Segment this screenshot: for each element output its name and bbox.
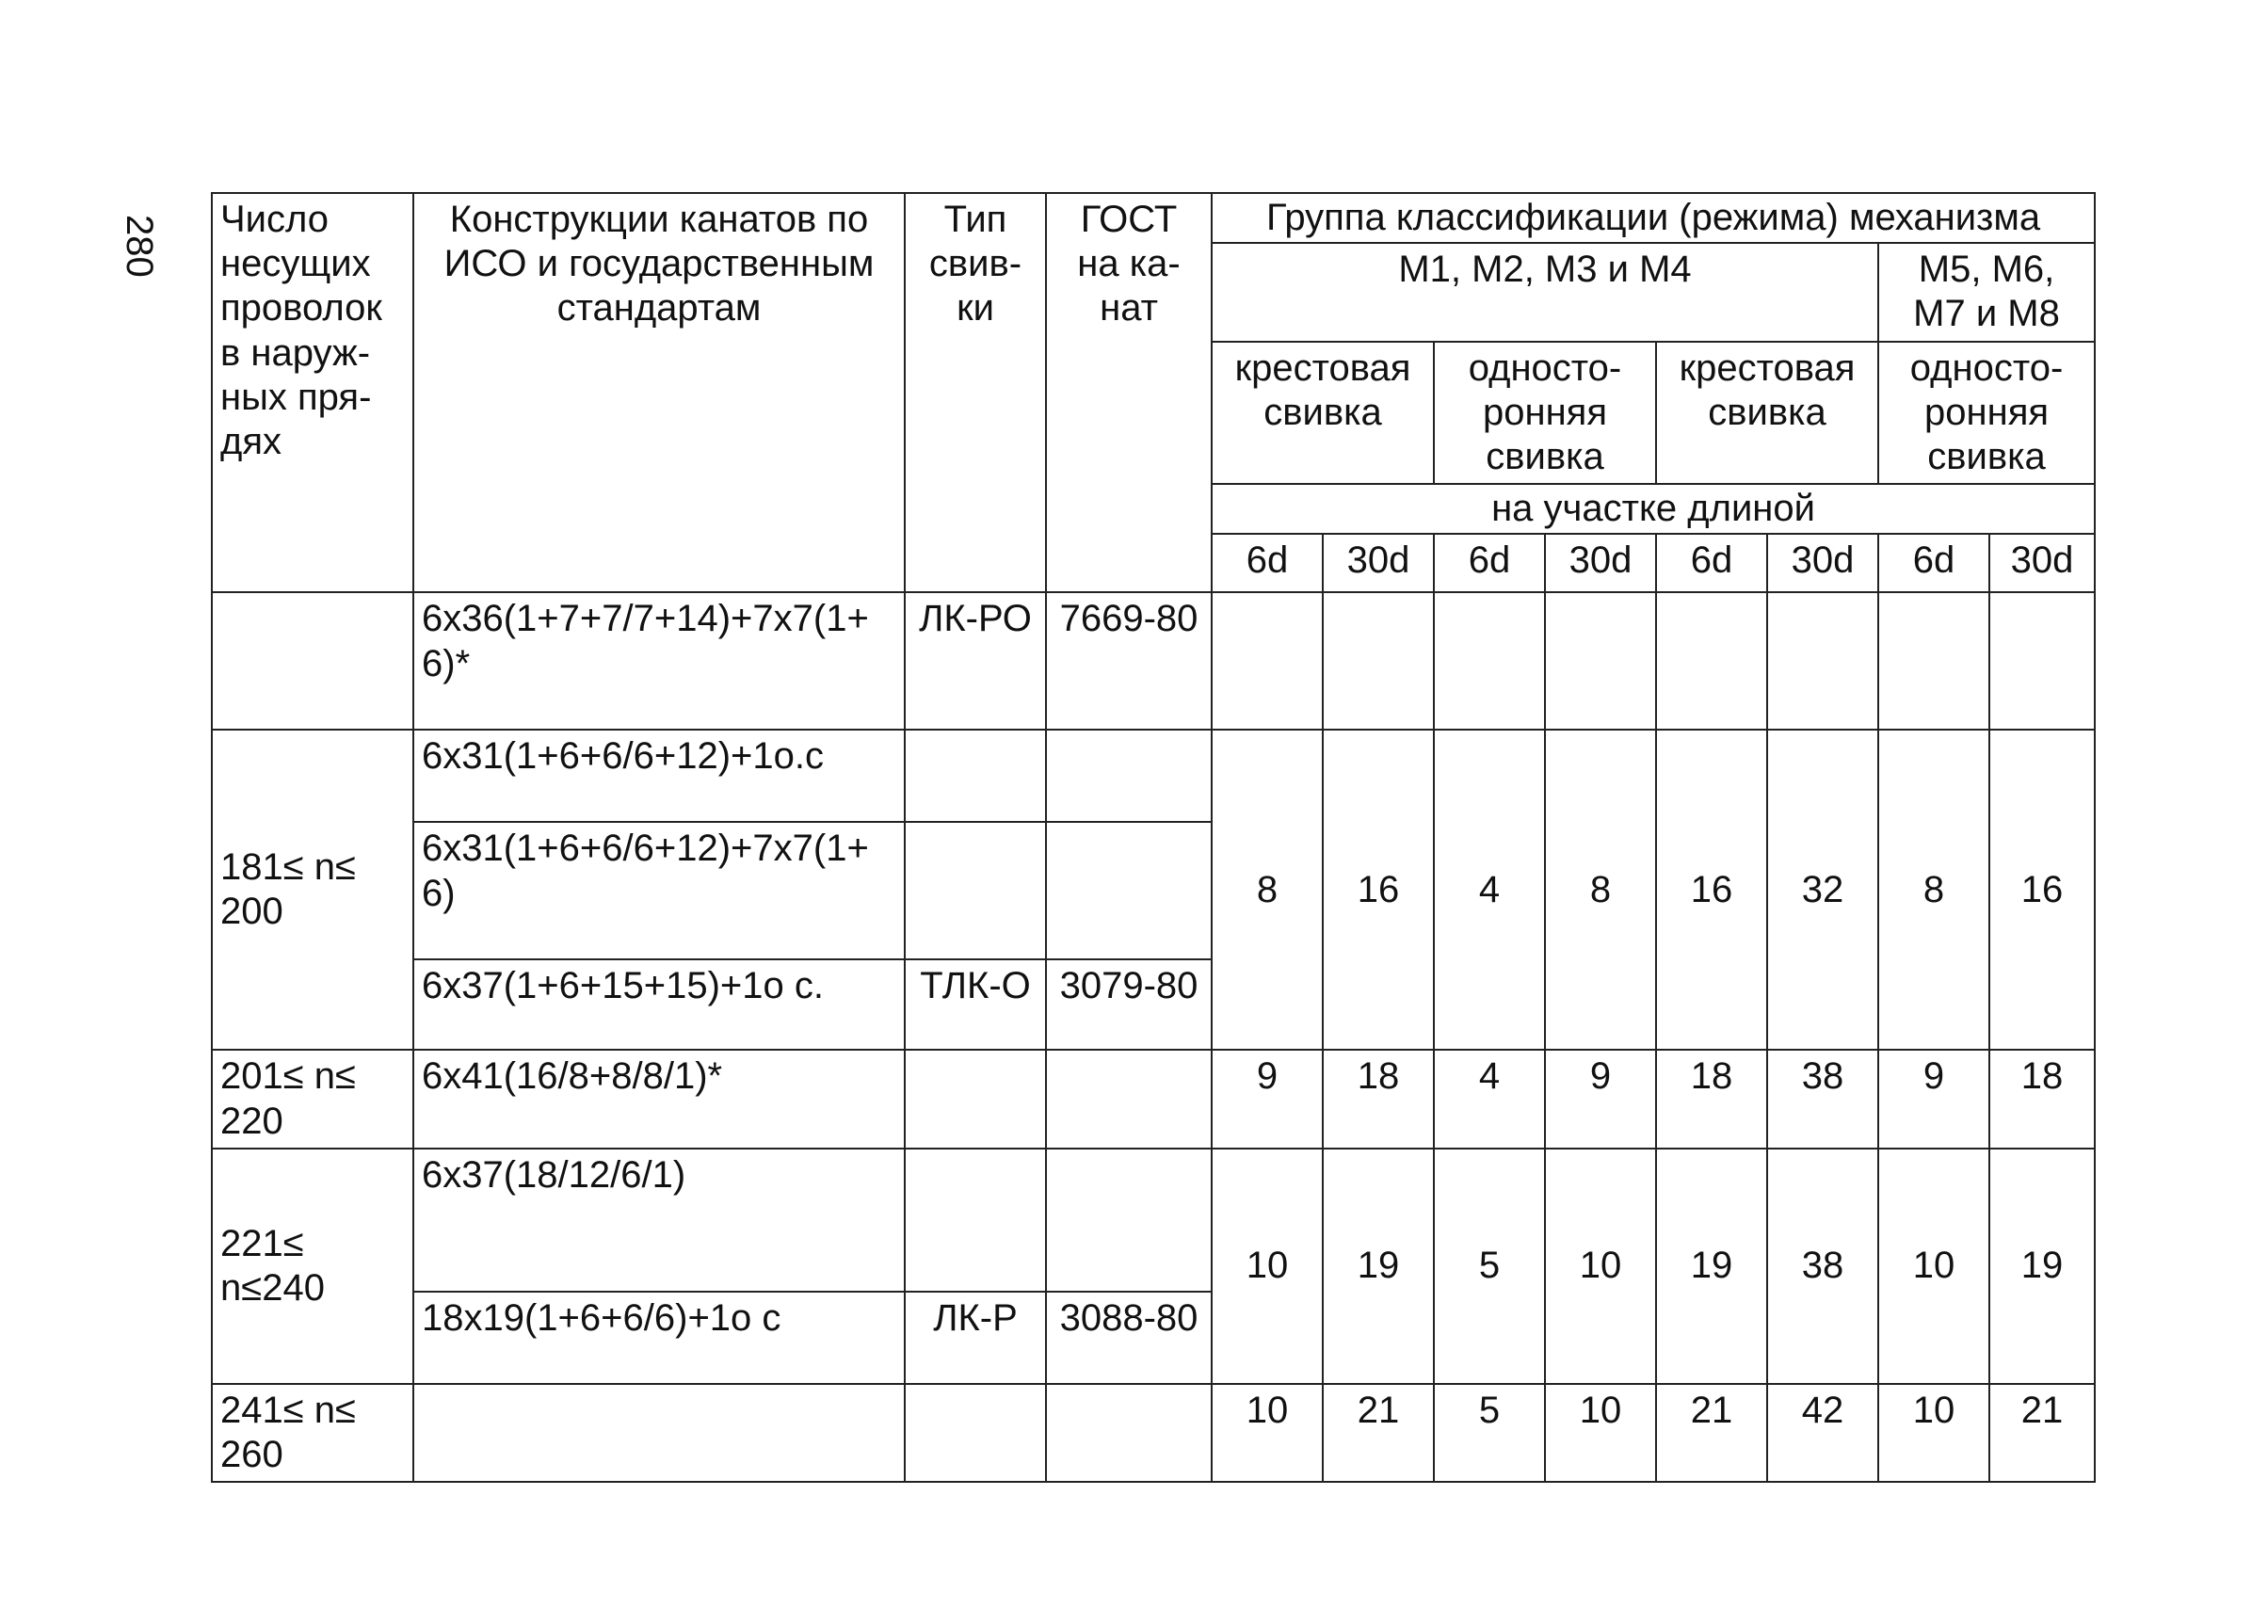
header-length-6d: 6d — [1878, 534, 1989, 592]
lay-type-cell: ТЛК-О — [905, 959, 1046, 1050]
value-cell: 8 — [1545, 730, 1656, 1050]
lay-type-cell — [905, 1149, 1046, 1292]
table-row — [212, 1050, 2095, 1148]
header-length-30d: 30d — [1989, 534, 2095, 592]
page-number: 280 — [119, 215, 160, 278]
gost-cell: 3088-80 — [1046, 1292, 1212, 1384]
value-cell: 19 — [1989, 1149, 2095, 1384]
header-construction: Конструкции канатов по ИСО и государственным стандартам — [413, 193, 905, 592]
header-length-section: на участке длиной — [1212, 484, 2095, 534]
value-cell: 19 — [1656, 1149, 1767, 1384]
value-cell — [1212, 592, 1323, 730]
gost-cell: 7669-80 — [1046, 592, 1212, 730]
gost-cell — [1046, 822, 1212, 959]
header-length-30d: 30d — [1323, 534, 1434, 592]
header-group-low: М1, М2, М3 и М4 — [1212, 243, 1878, 341]
construction-cell: 6х31(1+6+6/6+12)+7х7(1+ 6) — [413, 822, 905, 959]
value-cell: 9 — [1878, 1050, 1989, 1148]
value-cell — [1323, 592, 1434, 730]
value-cell: 21 — [1989, 1384, 2095, 1482]
gost-cell — [1046, 1384, 1212, 1482]
construction-cell: 6х36(1+7+7/7+14)+7х7(1+ 6)* — [413, 592, 905, 730]
value-cell: 4 — [1434, 730, 1545, 1050]
lay-type-cell — [905, 822, 1046, 959]
header-lay-type: Тип свив- ки — [905, 193, 1046, 592]
value-cell: 10 — [1878, 1149, 1989, 1384]
value-cell: 16 — [1323, 730, 1434, 1050]
value-cell — [1656, 592, 1767, 730]
gost-cell — [1046, 730, 1212, 822]
value-cell: 10 — [1212, 1384, 1323, 1482]
header-same-lay-1: односто- ронняя свивка — [1434, 342, 1656, 485]
header-cross-lay-2: крестовая свивка — [1656, 342, 1878, 485]
value-cell — [1989, 592, 2095, 730]
header-group: Группа классификации (режима) механизма — [1212, 193, 2095, 243]
construction-cell: 6х31(1+6+6/6+12)+1о.с — [413, 730, 905, 822]
value-cell: 32 — [1767, 730, 1878, 1050]
value-cell: 10 — [1212, 1149, 1323, 1384]
value-cell — [1434, 592, 1545, 730]
value-cell: 21 — [1323, 1384, 1434, 1482]
construction-cell — [413, 1384, 905, 1482]
range-cell: 221≤ n≤240 — [212, 1149, 413, 1384]
value-cell: 18 — [1323, 1050, 1434, 1148]
lay-type-cell — [905, 1050, 1046, 1148]
range-cell: 241≤ n≤ 260 — [212, 1384, 413, 1482]
lay-type-cell: ЛК-РО — [905, 592, 1046, 730]
table-row — [212, 730, 2095, 822]
value-cell: 19 — [1323, 1149, 1434, 1384]
construction-cell: 6х37(18/12/6/1) — [413, 1149, 905, 1292]
value-cell: 9 — [1212, 1050, 1323, 1148]
value-cell: 38 — [1767, 1149, 1878, 1384]
gost-cell — [1046, 1149, 1212, 1292]
value-cell: 4 — [1434, 1050, 1545, 1148]
value-cell: 8 — [1878, 730, 1989, 1050]
table-row — [212, 592, 2095, 730]
rope-classification-table — [211, 192, 2096, 1483]
value-cell: 18 — [1989, 1050, 2095, 1148]
construction-cell: 6х37(1+6+15+15)+1о с. — [413, 959, 905, 1050]
value-cell — [1767, 592, 1878, 730]
table-row — [212, 1384, 2095, 1482]
value-cell: 8 — [1212, 730, 1323, 1050]
value-cell: 10 — [1878, 1384, 1989, 1482]
value-cell: 5 — [1434, 1149, 1545, 1384]
value-cell: 10 — [1545, 1384, 1656, 1482]
value-cell: 9 — [1545, 1050, 1656, 1148]
value-cell: 16 — [1989, 730, 2095, 1050]
value-cell: 42 — [1767, 1384, 1878, 1482]
gost-cell: 3079-80 — [1046, 959, 1212, 1050]
value-cell: 21 — [1656, 1384, 1767, 1482]
value-cell — [1545, 592, 1656, 730]
header-row-1 — [212, 193, 2095, 243]
header-length-6d: 6d — [1434, 534, 1545, 592]
header-length-30d: 30d — [1545, 534, 1656, 592]
header-wires-count: Число несущих проволок в наруж- ных пря- дях — [212, 193, 413, 592]
gost-cell — [1046, 1050, 1212, 1148]
value-cell: 5 — [1434, 1384, 1545, 1482]
header-length-6d: 6d — [1212, 534, 1323, 592]
header-group-high: М5, М6, М7 и М8 — [1878, 243, 2095, 341]
header-cross-lay-1: крестовая свивка — [1212, 342, 1434, 485]
header-length-30d: 30d — [1767, 534, 1878, 592]
value-cell: 18 — [1656, 1050, 1767, 1148]
header-same-lay-2: односто- ронняя свивка — [1878, 342, 2095, 485]
value-cell: 16 — [1656, 730, 1767, 1050]
lay-type-cell: ЛК-Р — [905, 1292, 1046, 1384]
range-cell — [212, 592, 413, 730]
range-cell: 201≤ n≤ 220 — [212, 1050, 413, 1148]
lay-type-cell — [905, 730, 1046, 822]
range-cell: 181≤ n≤ 200 — [212, 730, 413, 1050]
construction-cell: 18х19(1+6+6/6)+1о с — [413, 1292, 905, 1384]
value-cell: 10 — [1545, 1149, 1656, 1384]
value-cell: 38 — [1767, 1050, 1878, 1148]
header-length-6d: 6d — [1656, 534, 1767, 592]
value-cell — [1878, 592, 1989, 730]
header-gost: ГОСТ на ка- нат — [1046, 193, 1212, 592]
table-row — [212, 1149, 2095, 1292]
lay-type-cell — [905, 1384, 1046, 1482]
construction-cell: 6х41(16/8+8/8/1)* — [413, 1050, 905, 1148]
